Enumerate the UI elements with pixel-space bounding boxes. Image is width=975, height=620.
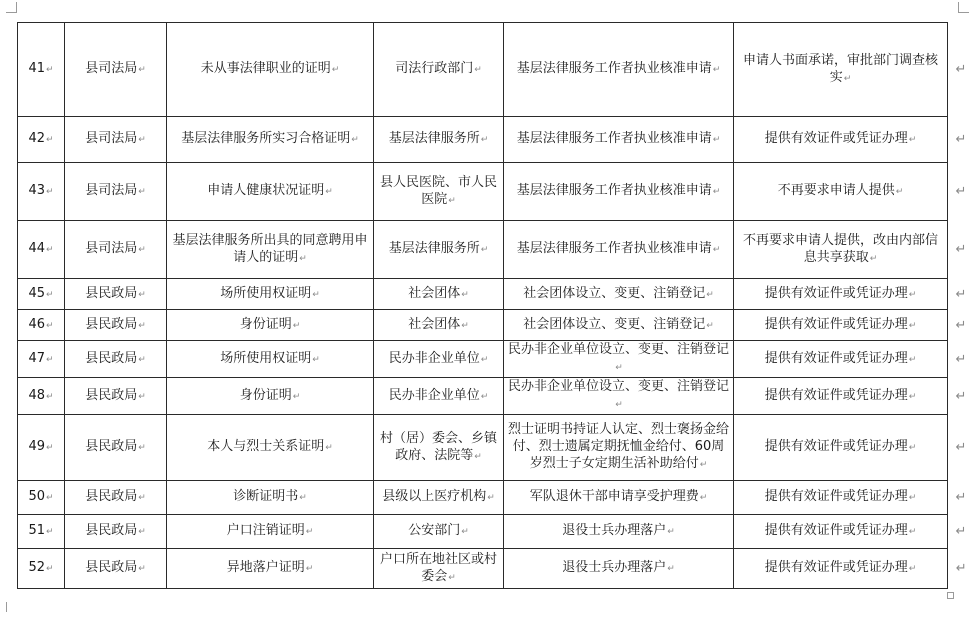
service-item-text: 基层法律服务工作者执业核准申请 [516,241,712,256]
row-number-cell[interactable] [18,481,65,515]
handling-method-text: 申请人书面承诺，审批部门调查核实 [742,52,938,85]
service-item-text: 烈士证明书持证人认定、烈士褒扬金给付、烈士遗属定期抚恤金给付、60周岁烈士子女定期生活补助给付 [508,422,730,471]
row-number-cell[interactable] [18,117,65,163]
row-number-text: 48 [28,387,45,403]
service-item-text: 军队退休干部申请享受护理费 [529,489,699,504]
paragraph-mark-icon: ↵ [667,564,675,574]
row-number-cell[interactable] [18,279,65,310]
paragraph-mark-icon: ↵ [46,391,54,402]
paragraph-mark-icon: ↵ [312,289,320,300]
department-cell[interactable] [65,117,167,163]
service-item-cell[interactable] [504,481,734,515]
proof-name-text: 场所使用权证明 [220,285,312,301]
row-number-cell[interactable] [18,515,65,549]
handling-method-cell[interactable] [734,341,948,378]
service-item-text: 退役士兵办理落户 [562,560,667,575]
issuer-cell[interactable] [374,341,504,378]
handling-method-cell[interactable] [734,221,948,279]
paragraph-mark-icon: ↵ [138,245,146,255]
service-item-text: 基层法律服务工作者执业核准申请 [516,131,712,146]
paragraph-mark-icon: ↵ [138,564,146,574]
paragraph-mark-icon: ↵ [299,253,307,264]
paragraph-mark-icon: ↵ [615,400,623,410]
row-number-text: 46 [28,316,45,332]
paragraph-mark-icon: ↵ [461,320,469,331]
table-resize-handle[interactable] [947,592,954,599]
table-row [18,415,975,481]
department-cell[interactable] [65,279,167,310]
department-cell[interactable] [65,341,167,378]
table-row [18,117,975,163]
paragraph-mark-icon: ↵ [843,73,852,84]
paragraph-mark-icon: ↵ [480,354,489,365]
proof-name-cell[interactable] [167,163,374,221]
handling-method-cell[interactable] [734,117,948,163]
paragraph-mark-icon: ↵ [908,289,917,300]
issuer-cell[interactable] [374,310,504,341]
row-number-cell[interactable] [18,221,65,279]
paragraph-mark-icon: ↵ [461,289,469,300]
crop-mark-top-left [6,2,17,13]
service-item-cell[interactable] [504,163,734,221]
service-item-text: 退役士兵办理落户 [562,523,667,538]
row-number-cell[interactable] [18,378,65,415]
table-row [18,310,975,341]
row-end-mark-icon: ↵ [955,440,967,455]
department-text: 县司法局 [85,241,138,256]
paragraph-mark-icon: ↵ [46,443,54,453]
row-number-text: 47 [28,350,45,366]
handling-method-text: 提供有效证件或凭证办理 [764,350,908,366]
department-text: 县民政局 [85,387,138,403]
paragraph-mark-icon: ↵ [46,289,54,300]
handling-method-cell[interactable] [734,515,948,549]
row-end-mark-icon: ↵ [955,242,967,257]
paragraph-mark-icon: ↵ [712,245,721,255]
department-text: 县民政局 [85,489,138,504]
proof-name-text: 申请人健康状况证明 [207,183,325,198]
paragraph-mark-icon: ↵ [448,195,456,206]
row-number-text: 51 [28,523,45,538]
proof-name-text: 基层法律服务所出具的同意聘用申请人的证明 [172,232,368,265]
paragraph-mark-icon: ↵ [138,187,146,197]
paragraph-mark-icon: ↵ [46,354,54,365]
proof-name-text: 户口注销证明 [226,523,305,538]
department-cell[interactable] [65,549,167,589]
department-cell[interactable] [65,378,167,415]
paragraph-mark-icon: ↵ [325,187,333,197]
paragraph-mark-icon: ↵ [138,289,146,300]
paragraph-mark-icon: ↵ [908,320,917,331]
paragraph-mark-icon: ↵ [46,527,54,537]
row-number-text: 44 [28,241,45,256]
paragraph-mark-icon: ↵ [292,320,301,331]
paragraph-mark-icon: ↵ [908,564,917,574]
handling-method-text: 提供有效证件或凭证办理 [764,387,908,403]
paragraph-mark-icon: ↵ [138,443,146,453]
service-item-cell[interactable] [504,117,734,163]
table-row [18,163,975,221]
service-item-text: 基层法律服务工作者执业核准申请 [516,61,712,76]
service-item-cell[interactable] [504,341,734,378]
paragraph-mark-icon: ↵ [331,65,340,75]
paragraph-mark-icon: ↵ [448,572,456,583]
page-top-edge [0,0,975,12]
paragraph-mark-icon: ↵ [908,443,917,453]
paragraph-mark-icon: ↵ [474,451,482,462]
issuer-cell[interactable] [374,481,504,515]
issuer-cell[interactable] [374,117,504,163]
department-text: 县民政局 [85,285,138,301]
issuer-cell[interactable] [374,221,504,279]
handling-method-cell[interactable] [734,310,948,341]
proof-name-text: 本人与烈士关系证明 [207,439,325,454]
handling-method-text: 不再要求申请人提供，改由内部信息共享获取 [742,232,938,265]
department-text: 县司法局 [85,61,138,76]
row-number-cell[interactable] [18,163,65,221]
handling-method-cell[interactable] [734,481,948,515]
service-item-cell[interactable] [504,310,734,341]
issuer-cell[interactable] [374,549,504,589]
department-cell[interactable] [65,310,167,341]
service-item-cell[interactable] [504,23,734,117]
department-text: 县民政局 [85,560,138,575]
row-end-mark-icon: ↵ [955,561,967,576]
issuer-text: 公安部门 [408,523,461,538]
proof-name-cell[interactable] [167,341,374,378]
paragraph-mark-icon: ↵ [299,493,307,503]
handling-method-cell[interactable] [734,549,948,589]
paragraph-mark-icon: ↵ [895,187,904,197]
row-end-mark-icon: ↵ [955,524,967,539]
issuer-text: 基层法律服务所 [388,131,480,146]
row-end-mark-icon: ↵ [955,62,967,77]
proof-name-text: 诊断证明书 [233,489,299,504]
paragraph-mark-icon: ↵ [706,320,714,331]
department-cell[interactable] [65,515,167,549]
paragraph-mark-icon: ↵ [46,320,54,331]
paragraph-mark-icon: ↵ [305,564,314,574]
table-row [18,378,975,415]
proof-name-text: 身份证明 [239,316,292,332]
row-number-cell[interactable] [18,549,65,589]
issuer-text: 县人民医院、市人民医院 [379,174,497,207]
handling-method-cell[interactable] [734,163,948,221]
row-end-mark-icon: ↵ [955,351,967,367]
issuer-text: 民办非企业单位 [388,350,480,366]
handling-method-cell[interactable] [734,378,948,415]
paragraph-mark-icon: ↵ [312,354,320,365]
service-item-text: 社会团体设立、变更、注销登记 [523,316,706,332]
row-number-cell[interactable] [18,415,65,481]
paragraph-mark-icon: ↵ [699,493,708,503]
paragraph-mark-icon: ↵ [138,65,146,75]
proof-name-cell[interactable] [167,221,374,279]
issuer-text: 社会团体 [408,316,461,332]
table-row [18,221,975,279]
paragraph-mark-icon: ↵ [712,65,721,75]
row-number-text: 42 [28,131,45,146]
department-cell[interactable] [65,23,167,117]
paragraph-mark-icon: ↵ [908,391,917,402]
table-row [18,23,975,117]
paragraph-mark-icon: ↵ [480,245,489,255]
row-end-mark-icon: ↵ [955,490,967,505]
handling-method-text: 不再要求申请人提供 [777,183,895,198]
handling-method-text: 提供有效证件或凭证办理 [764,439,908,454]
table-body [18,23,975,589]
proof-name-text: 未从事法律职业的证明 [200,61,331,76]
table-row [18,515,975,549]
service-item-cell[interactable] [504,221,734,279]
paragraph-mark-icon: ↵ [46,135,54,145]
issuer-text: 县级以上医疗机构 [382,489,487,504]
issuer-cell[interactable] [374,515,504,549]
department-text: 县司法局 [85,183,138,198]
paragraph-mark-icon: ↵ [706,289,714,300]
paragraph-mark-icon: ↵ [351,135,359,145]
paragraph-mark-icon: ↵ [487,493,495,503]
issuer-cell[interactable] [374,279,504,310]
proof-name-cell[interactable] [167,515,374,549]
proof-name-text: 身份证明 [239,387,292,403]
paragraph-mark-icon: ↵ [908,527,917,537]
handling-method-text: 提供有效证件或凭证办理 [764,131,908,146]
row-end-mark-icon: ↵ [955,286,967,302]
paragraph-mark-icon: ↵ [615,363,623,373]
proof-name-cell[interactable] [167,549,374,589]
service-item-cell[interactable] [504,279,734,310]
row-end-mark-icon: ↵ [955,132,967,147]
service-item-text: 民办非企业单位设立、变更、注销登记 [508,342,730,357]
department-text: 县民政局 [85,316,138,332]
paragraph-mark-icon: ↵ [46,187,54,197]
handling-method-cell[interactable] [734,415,948,481]
issuer-text: 民办非企业单位 [388,387,480,403]
service-item-text: 社会团体设立、变更、注销登记 [523,285,706,301]
row-number-text: 43 [28,183,45,198]
paragraph-mark-icon: ↵ [46,493,54,503]
issuer-text: 社会团体 [408,285,461,301]
service-item-cell[interactable] [504,378,734,415]
issuer-text: 村（居）委会、乡镇政府、法院等 [379,430,497,463]
proof-name-cell[interactable] [167,481,374,515]
proof-name-cell[interactable] [167,310,374,341]
table-row [18,341,975,378]
paragraph-mark-icon: ↵ [908,354,917,365]
issuer-text: 基层法律服务所 [388,241,480,256]
issuer-cell[interactable] [374,415,504,481]
paragraph-mark-icon: ↵ [46,564,54,574]
paragraph-mark-icon: ↵ [138,320,146,331]
proof-name-cell[interactable] [167,23,374,117]
issuer-cell[interactable] [374,378,504,415]
service-item-text: 基层法律服务工作者执业核准申请 [516,183,712,198]
proof-name-cell[interactable] [167,415,374,481]
row-number-text: 49 [28,439,45,454]
handling-method-text: 提供有效证件或凭证办理 [764,489,908,504]
handling-method-text: 提供有效证件或凭证办理 [764,560,908,575]
proof-name-text: 基层法律服务所实习合格证明 [181,131,351,146]
handling-method-cell[interactable] [734,279,948,310]
row-number-cell[interactable] [18,341,65,378]
department-cell[interactable] [65,481,167,515]
paragraph-mark-icon: ↵ [908,135,917,145]
issuer-text: 户口所在地社区或村委会 [379,551,497,584]
issuer-cell[interactable] [374,163,504,221]
paragraph-mark-icon: ↵ [138,135,146,145]
handling-method-cell[interactable] [734,23,948,117]
department-text: 县司法局 [85,131,138,146]
service-item-cell[interactable] [504,549,734,589]
table-row [18,549,975,589]
paragraph-mark-icon: ↵ [138,354,146,365]
paragraph-mark-icon: ↵ [138,391,146,402]
row-number-cell[interactable] [18,23,65,117]
proof-items-table [17,22,975,589]
handling-method-text: 提供有效证件或凭证办理 [764,316,908,332]
row-number-text: 41 [28,61,45,76]
proof-name-text: 异地落户证明 [226,560,305,575]
department-cell[interactable] [65,163,167,221]
department-cell[interactable] [65,221,167,279]
handling-method-text: 提供有效证件或凭证办理 [764,285,908,301]
paragraph-mark-icon: ↵ [474,65,482,75]
proof-name-text: 场所使用权证明 [220,350,312,366]
paragraph-mark-icon: ↵ [138,493,146,503]
department-text: 县民政局 [85,350,138,366]
paragraph-mark-icon: ↵ [46,245,54,255]
paragraph-mark-icon: ↵ [46,65,54,75]
table-row [18,279,975,310]
paragraph-mark-icon: ↵ [325,443,333,453]
service-item-cell[interactable] [504,415,734,481]
paragraph-mark-icon: ↵ [869,253,878,264]
table-row [18,481,975,515]
service-item-cell[interactable] [504,515,734,549]
proof-name-cell[interactable] [167,378,374,415]
paragraph-mark-icon: ↵ [712,135,721,145]
proof-name-cell[interactable] [167,279,374,310]
department-text: 县民政局 [85,523,138,538]
crop-mark-top-right [958,2,969,13]
handling-method-text: 提供有效证件或凭证办理 [764,523,908,538]
issuer-text: 司法行政部门 [395,61,474,76]
row-number-cell[interactable] [18,310,65,341]
paragraph-mark-icon: ↵ [138,527,146,537]
row-number-text: 52 [28,560,45,575]
page-margin-mark [6,602,7,612]
paragraph-mark-icon: ↵ [305,527,314,537]
paragraph-mark-icon: ↵ [712,187,721,197]
paragraph-mark-icon: ↵ [908,493,917,503]
row-end-mark-icon: ↵ [955,388,967,404]
row-end-mark-icon: ↵ [955,317,967,333]
paragraph-mark-icon: ↵ [480,135,489,145]
paragraph-mark-icon: ↵ [461,527,469,537]
issuer-cell[interactable] [374,23,504,117]
proof-name-cell[interactable] [167,117,374,163]
row-number-text: 50 [28,489,45,504]
paragraph-mark-icon: ↵ [480,391,489,402]
row-number-text: 45 [28,285,45,301]
paragraph-mark-icon: ↵ [667,527,675,537]
paragraph-mark-icon: ↵ [699,460,708,470]
paragraph-mark-icon: ↵ [292,391,301,402]
row-end-mark-icon: ↵ [955,184,967,199]
department-text: 县民政局 [85,439,138,454]
department-cell[interactable] [65,415,167,481]
service-item-text: 民办非企业单位设立、变更、注销登记 [508,379,730,394]
